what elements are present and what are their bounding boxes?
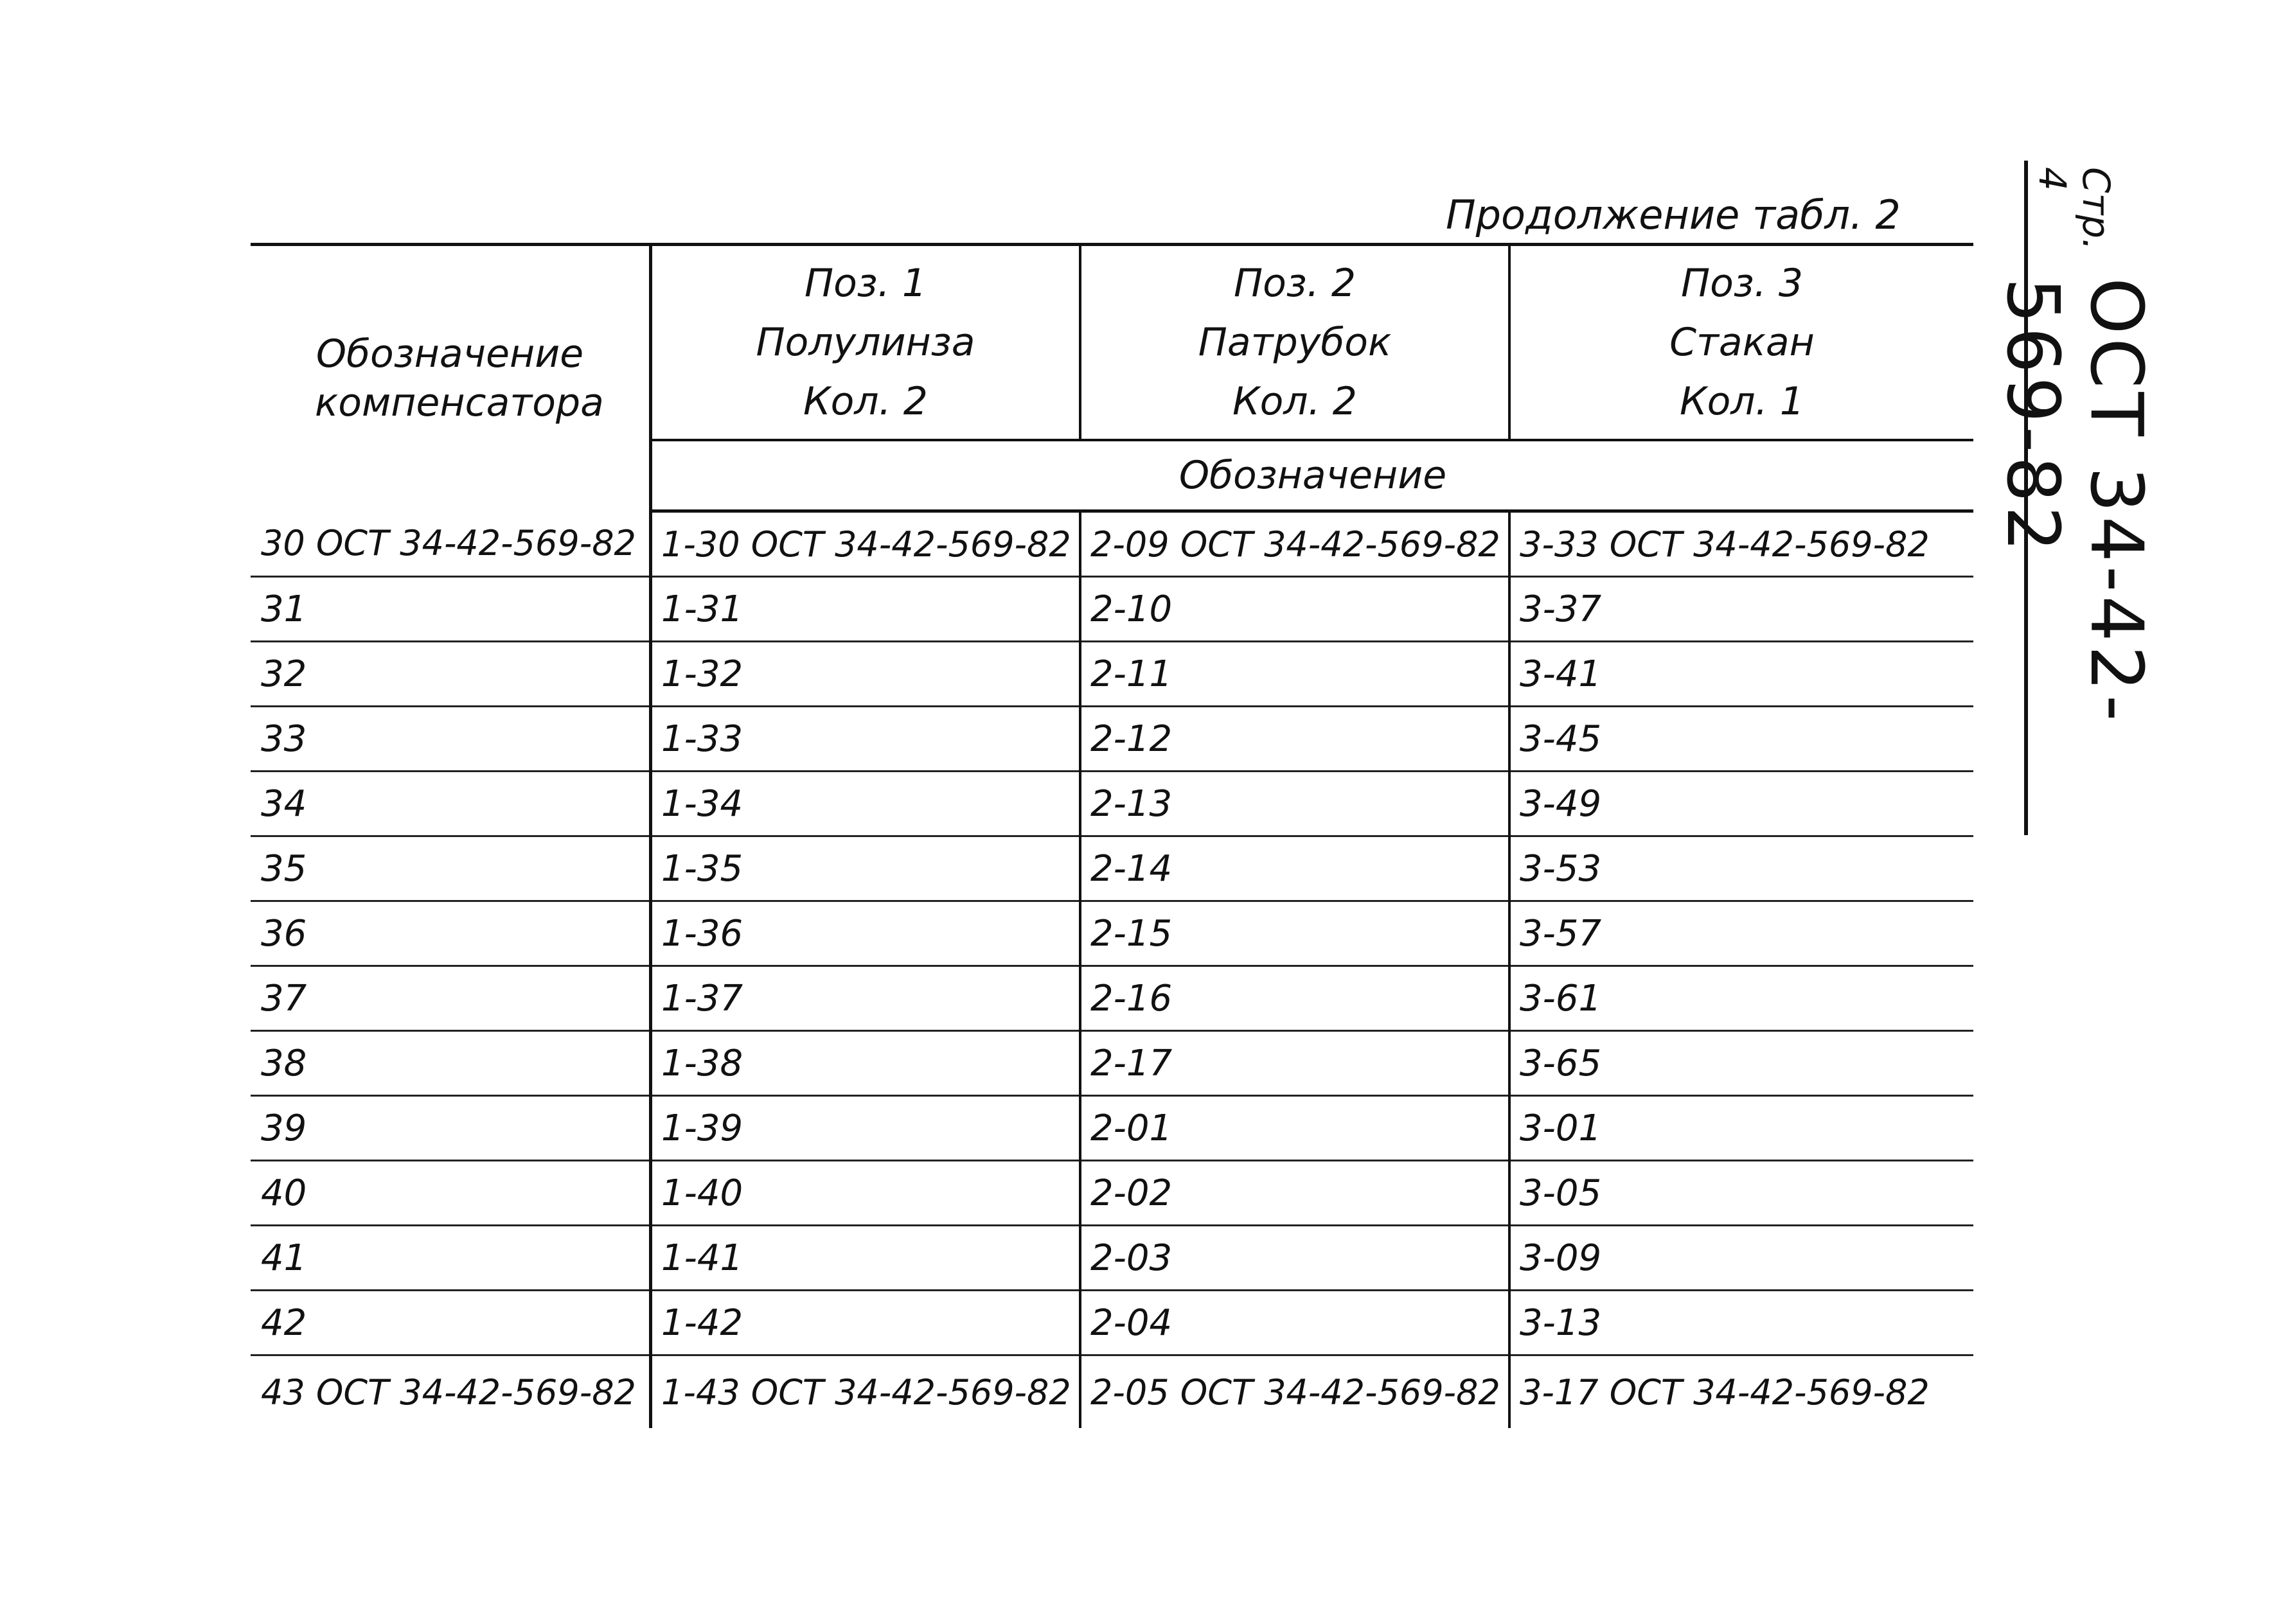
table-cell: 3-13: [1509, 1291, 1973, 1355]
table-cell: 39: [251, 1096, 651, 1161]
part-name: Патрубок: [1198, 320, 1392, 365]
table-cell: 35: [251, 836, 651, 901]
table-row: [251, 836, 1973, 901]
table-cell: 40: [251, 1161, 651, 1226]
table-cell: 3-01: [1509, 1096, 1973, 1161]
table-cell: 2-16: [1080, 966, 1509, 1031]
table-cell: 3-65: [1509, 1031, 1973, 1096]
table-cell: 3-41: [1509, 642, 1973, 707]
table-cell: 2-01: [1080, 1096, 1509, 1161]
part-qty: Кол. 2: [803, 379, 928, 424]
table-body: [251, 511, 1973, 1429]
table-cell: 3-09: [1509, 1226, 1973, 1291]
table-row: [251, 707, 1973, 772]
table-cell: 1-42: [651, 1291, 1081, 1355]
table-cell: 43 ОСТ 34-42-569-82: [251, 1355, 651, 1429]
table-cell: 41: [251, 1226, 651, 1291]
part-qty: Кол. 1: [1680, 379, 1804, 424]
page-number: Стр. 4: [2031, 167, 2118, 251]
table-cell: 1-43 ОСТ 34-42-569-82: [651, 1355, 1081, 1429]
part-name: Стакан: [1669, 320, 1815, 365]
table-cell: 1-30 ОСТ 34-42-569-82: [651, 511, 1081, 577]
table-cell: 33: [251, 707, 651, 772]
table-cell: 3-37: [1509, 577, 1973, 642]
pos-label: Поз. 3: [1680, 261, 1804, 306]
header-compensator-designation: [251, 245, 651, 511]
table-cell: 2-13: [1080, 772, 1509, 836]
header-designation-subheader: Обозначение: [651, 440, 1974, 511]
table-cell: 2-15: [1080, 901, 1509, 966]
table-cell: 36: [251, 901, 651, 966]
table-cell: 1-31: [651, 577, 1081, 642]
table-cell: 1-33: [651, 707, 1081, 772]
table-row: [251, 1355, 1973, 1429]
table-row: [251, 511, 1973, 577]
table-cell: 2-12: [1080, 707, 1509, 772]
table-cell: 1-39: [651, 1096, 1081, 1161]
table-cell: 38: [251, 1031, 651, 1096]
table-cell: 3-05: [1509, 1161, 1973, 1226]
table-cell: 1-36: [651, 901, 1081, 966]
table-cell: 2-03: [1080, 1226, 1509, 1291]
table-cell: 34: [251, 772, 651, 836]
table-cell: 3-53: [1509, 836, 1973, 901]
table-row: [251, 1096, 1973, 1161]
table-row: [251, 1291, 1973, 1355]
side-stamp: [1991, 161, 2158, 835]
designation-table: [251, 243, 1973, 1428]
table-cell: 2-05 ОСТ 34-42-569-82: [1080, 1355, 1509, 1429]
table-row: [251, 772, 1973, 836]
table-cell: 1-32: [651, 642, 1081, 707]
header-pos-1: [651, 245, 1081, 441]
table-row: [251, 577, 1973, 642]
table-cell: 42: [251, 1291, 651, 1355]
table-cell: 1-35: [651, 836, 1081, 901]
table-cell: 1-38: [651, 1031, 1081, 1096]
part-qty: Кол. 2: [1232, 379, 1357, 424]
table-row: [251, 1161, 1973, 1226]
table-cell: 30 ОСТ 34-42-569-82: [251, 511, 651, 577]
part-name: Полулинза: [756, 320, 975, 365]
table-cell: 1-40: [651, 1161, 1081, 1226]
table-cell: 2-09 ОСТ 34-42-569-82: [1080, 511, 1509, 577]
table-cell: 2-17: [1080, 1031, 1509, 1096]
table-caption: Продолжение табл. 2: [1446, 191, 1901, 238]
table-cell: 1-37: [651, 966, 1081, 1031]
header-pos-2: [1080, 245, 1509, 441]
table-cell: 1-41: [651, 1226, 1081, 1291]
table-cell: 2-10: [1080, 577, 1509, 642]
standard-designation: ОСТ 34-42-569-82: [1991, 278, 2158, 725]
table-row: [251, 642, 1973, 707]
table-cell: 3-57: [1509, 901, 1973, 966]
table-cell: 2-04: [1080, 1291, 1509, 1355]
header-pos-3: [1509, 245, 1973, 441]
table-cell: 2-14: [1080, 836, 1509, 901]
table-cell: 3-17 ОСТ 34-42-569-82: [1520, 1372, 1930, 1413]
header-text: Обозначение компенсатора: [315, 331, 604, 426]
table-row: [251, 1031, 1973, 1096]
table-cell: 37: [251, 966, 651, 1031]
table-cell: 3-49: [1509, 772, 1973, 836]
pos-label: Поз. 1: [804, 261, 927, 306]
table-cell: 3-61: [1509, 966, 1973, 1031]
table-row: [251, 966, 1973, 1031]
table-row: [251, 1226, 1973, 1291]
table-cell: 1-34: [651, 772, 1081, 836]
table-cell: 32: [251, 642, 651, 707]
table-cell: 2-02: [1080, 1161, 1509, 1226]
table-cell: 31: [251, 577, 651, 642]
table-cell: 3-45: [1509, 707, 1973, 772]
table-cell: 3-33 ОСТ 34-42-569-82: [1509, 511, 1973, 577]
table-row: [251, 901, 1973, 966]
table-cell: 2-11: [1080, 642, 1509, 707]
pos-label: Поз. 2: [1233, 261, 1356, 306]
